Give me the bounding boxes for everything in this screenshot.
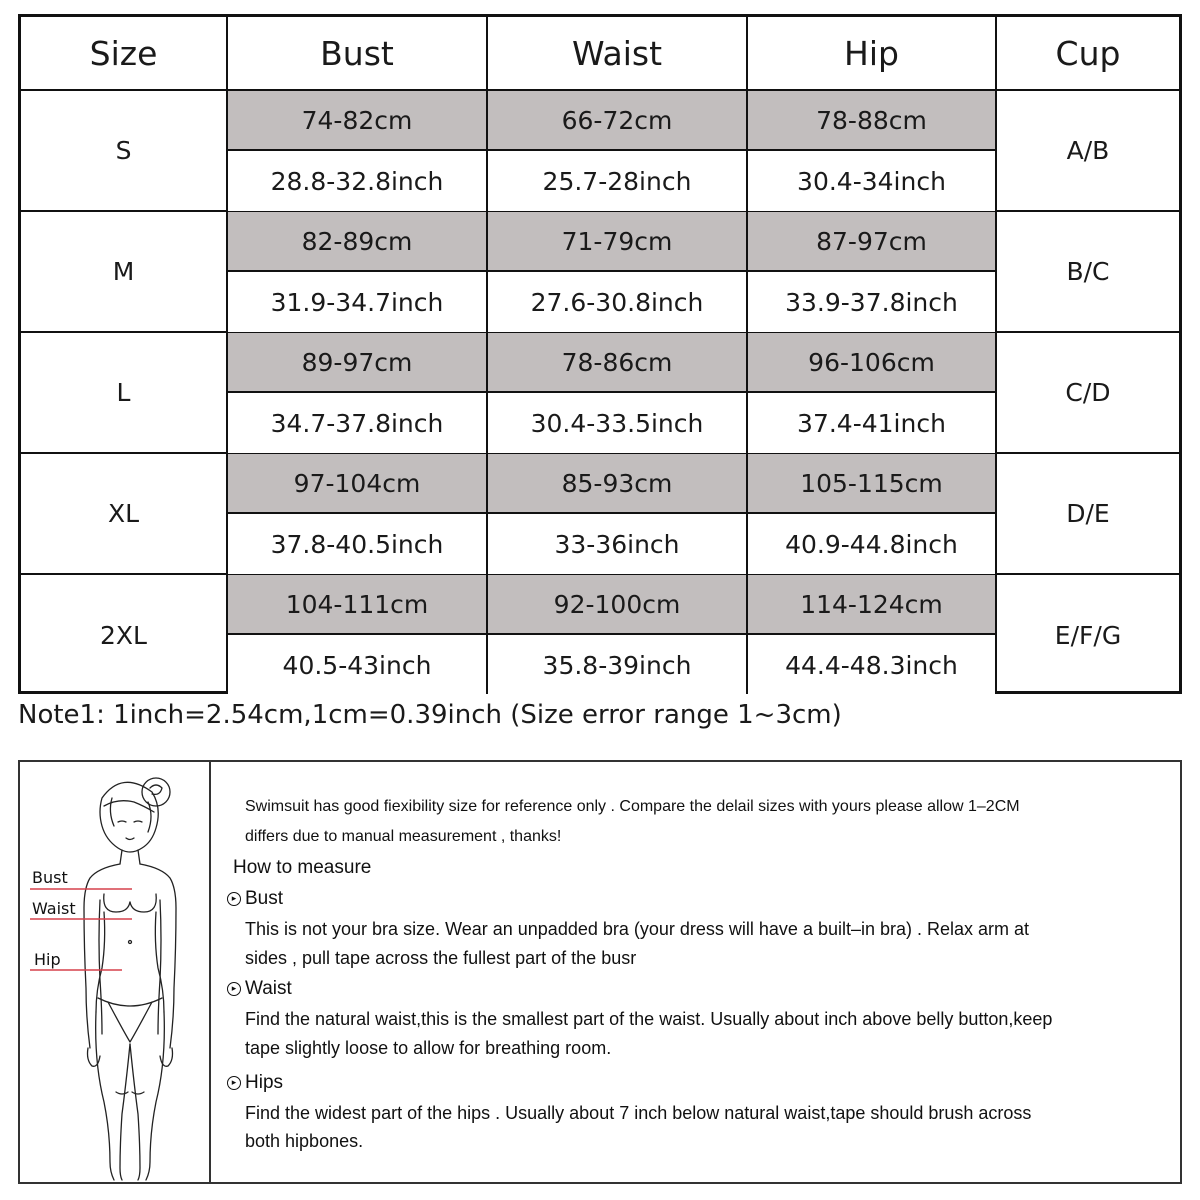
waist-inch-cell: 25.7-28inch — [488, 151, 746, 211]
waist-cm-cell: 92-100cm — [488, 575, 746, 635]
hips-section-title — [227, 1072, 283, 1094]
column-divider — [486, 17, 488, 691]
bust-inch-cell: 37.8-40.5inch — [228, 514, 486, 574]
cup-label: A/B — [1066, 136, 1110, 165]
hip-inch-cell: 37.4-41inch — [748, 393, 995, 453]
hip-inch-cell: 40.9-44.8inch — [748, 514, 995, 574]
size-label: 2XL — [100, 621, 147, 650]
cup-label: E/F/G — [1054, 621, 1122, 650]
intro-text: Swimsuit has good fiexibility size for reference only . Compare the delail sizes with yours please allow 1–2CM — [245, 798, 1020, 815]
waist-inch-cell: 27.6-30.8inch — [488, 272, 746, 332]
table-row — [21, 454, 1179, 575]
cup-label: D/E — [1066, 499, 1110, 528]
bust-inch-cell: 31.9-34.7inch — [228, 272, 486, 332]
size-label: XL — [107, 499, 140, 528]
section-title-text: Hips — [245, 1072, 284, 1093]
intro-text: differs due to manual measurement , thanks! — [245, 828, 562, 845]
waist-figure-label: Waist — [32, 899, 76, 918]
hip-inch-cell: 33.9-37.8inch — [748, 272, 995, 332]
size-label: S — [115, 136, 132, 165]
bust-cm-cell: 74-82cm — [228, 91, 486, 151]
circle-arrow-icon: ▸ — [227, 892, 241, 906]
size-label: M — [112, 257, 135, 286]
table-row — [21, 333, 1179, 454]
how-to-measure-heading: How to measure — [233, 857, 372, 878]
hip-inch-cell: 30.4-34inch — [748, 151, 995, 211]
column-divider — [746, 17, 748, 691]
bust-figure-label: Bust — [32, 868, 68, 887]
hip-cm-cell: 78-88cm — [748, 91, 995, 151]
column-divider — [226, 17, 228, 691]
waist-cm-cell: 66-72cm — [488, 91, 746, 151]
bust-inch-cell: 40.5-43inch — [228, 635, 486, 695]
waist-inch-cell: 33-36inch — [488, 514, 746, 574]
hip-inch-cell: 44.4-48.3inch — [748, 635, 995, 695]
waist-instruction: tape slightly loose to allow for breathing room. — [245, 1038, 612, 1058]
circle-arrow-icon: ▸ — [227, 1076, 241, 1090]
header-hip: Hip — [844, 33, 899, 73]
table-header-row — [21, 17, 1179, 91]
bust-cm-cell: 104-111cm — [228, 575, 486, 635]
circle-arrow-icon: ▸ — [227, 982, 241, 996]
table-row — [21, 575, 1179, 696]
waist-inch-cell: 35.8-39inch — [488, 635, 746, 695]
bust-cm-cell: 97-104cm — [228, 454, 486, 514]
hip-cm-cell: 114-124cm — [748, 575, 995, 635]
figure-panel — [20, 762, 211, 1182]
bust-inch-cell: 34.7-37.8inch — [228, 393, 486, 453]
section-title-text: Waist — [245, 978, 292, 999]
bust-cm-cell: 89-97cm — [228, 333, 486, 393]
hip-cm-cell: 96-106cm — [748, 333, 995, 393]
header-size: Size — [89, 33, 158, 73]
hip-cm-cell: 87-97cm — [748, 212, 995, 272]
hips-instruction: Find the widest part of the hips . Usually about 7 inch below natural waist,tape should brush across — [245, 1103, 1032, 1123]
measure-instructions — [211, 762, 1180, 1182]
header-bust: Bust — [320, 33, 394, 73]
size-label: L — [116, 378, 131, 407]
waist-section-title — [227, 978, 292, 1000]
table-row — [21, 91, 1179, 212]
waist-cm-cell: 71-79cm — [488, 212, 746, 272]
bust-inch-cell: 28.8-32.8inch — [228, 151, 486, 211]
waist-cm-cell: 78-86cm — [488, 333, 746, 393]
bust-cm-cell: 82-89cm — [228, 212, 486, 272]
waist-instruction: Find the natural waist,this is the smallest part of the waist. Usually about inch above belly button,keep — [245, 1009, 1053, 1029]
bust-instruction: This is not your bra size. Wear an unpadded bra (your dress will have a built–in bra) . Relax arm at — [245, 919, 1030, 939]
section-title-text: Bust — [245, 888, 284, 909]
hip-figure-label: Hip — [34, 950, 61, 969]
bust-section-title — [227, 888, 283, 910]
waist-cm-cell: 85-93cm — [488, 454, 746, 514]
waist-inch-cell: 30.4-33.5inch — [488, 393, 746, 453]
table-row — [21, 212, 1179, 333]
measure-guide-panel — [18, 760, 1182, 1184]
cup-label: C/D — [1065, 378, 1111, 407]
bust-instruction: sides , pull tape across the fullest part of the busr — [245, 948, 637, 968]
cup-label: B/C — [1066, 257, 1110, 286]
header-waist: Waist — [571, 33, 663, 73]
size-chart-table — [18, 14, 1182, 694]
hip-cm-cell: 105-115cm — [748, 454, 995, 514]
hips-instruction: both hipbones. — [245, 1131, 364, 1151]
body-figure-illustration — [20, 762, 209, 1182]
header-cup: Cup — [1055, 33, 1121, 73]
column-divider — [995, 17, 997, 691]
conversion-note: Note1: 1inch=2.54cm,1cm=0.39inch (Size error range 1~3cm) — [18, 700, 842, 730]
